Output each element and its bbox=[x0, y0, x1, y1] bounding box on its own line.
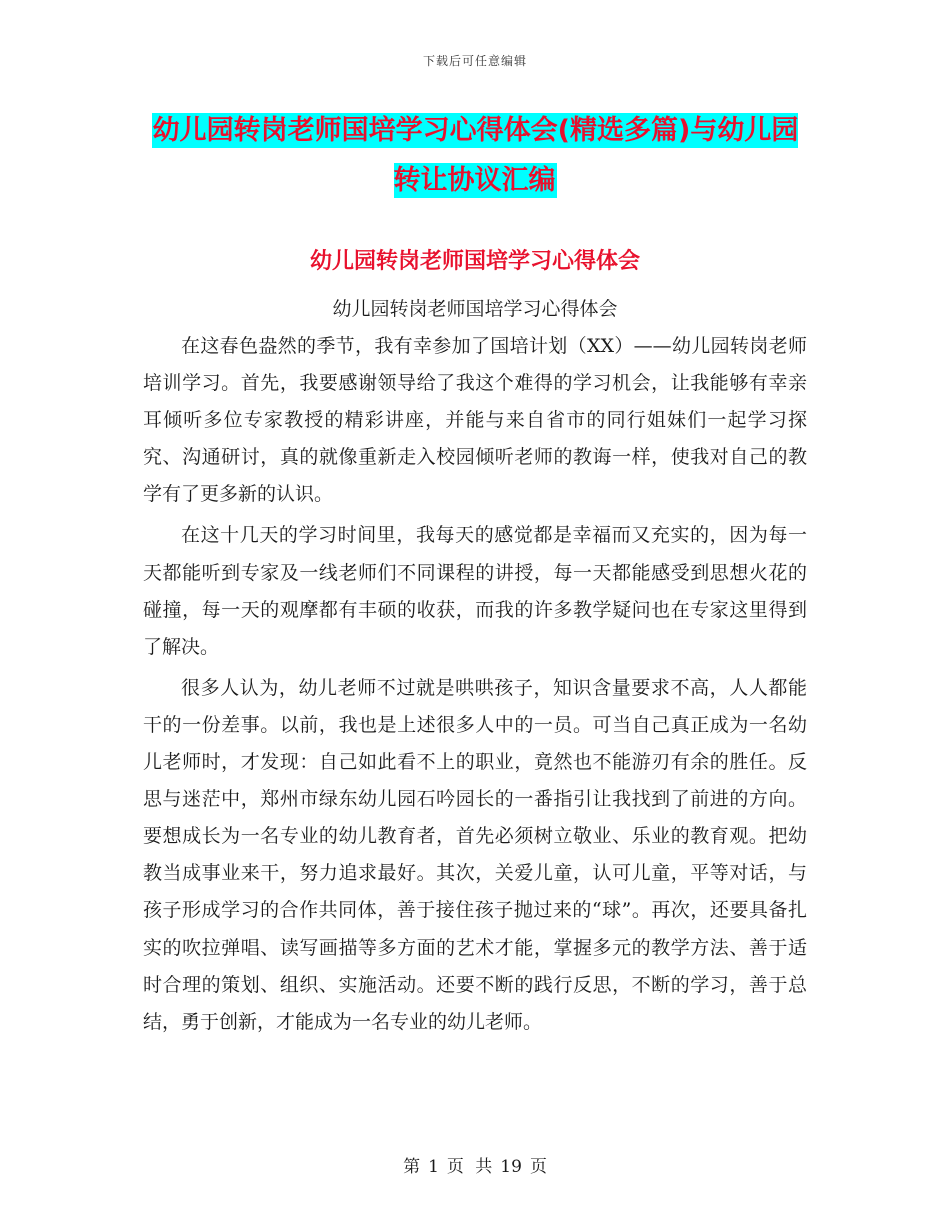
article-subtitle: 幼儿园转岗老师国培学习心得体会 bbox=[332, 298, 618, 320]
footer-page-number: 1 bbox=[428, 1157, 439, 1177]
paragraph: 在这十几天的学习时间里，我每天的感觉都是幸福而又充实的，因为每一天都能听到专家及一线老师们不同课程的讲授，每一天都能感受到思想火花的碰撞，每一天的观摩都有丰硕的收获，而我的许多教学疑问也在专家这里得到了解决。 bbox=[143, 524, 807, 658]
section-title: 幼儿园转岗老师国培学习心得体会 bbox=[309, 249, 640, 274]
footer-prefix: 第 bbox=[403, 1157, 421, 1177]
page-footer bbox=[0, 1152, 950, 1177]
footer-middle: 页 共 bbox=[446, 1157, 493, 1177]
paragraph: 很多人认为，幼儿老师不过就是哄哄孩子，知识含量要求不高，人人都能干的一份差事。以前，我也是上述很多人中的一员。可当自己真正成为一名幼儿老师时，才发现：自己如此看不上的职业，竟然也不能游刃有余的胜任。反思与迷茫中，郑州市绿东幼儿园石吟园长的一番指引让我找到了前进的方向。要想成长为一名专业的幼儿教育者，首先必须树立敬业、乐业的教育观。把幼教当成事业来干，努力追求最好。其次，关爱儿童，认可儿童，平等对话，与孩子形成学习的合作共同体，善于接住孩子抛过来的“球”。再次，还要具备扎实的吹拉弹唱、读写画描等多方面的艺术才能，掌握多元的教学方法、善于适时合理的策划、组织、实施活动。还要不断的践行反思，不断的学习，善于总结，勇于创新，才能成为一名专业的幼儿老师。 bbox=[143, 676, 807, 1033]
document-title bbox=[143, 106, 807, 206]
footer-total-pages: 19 bbox=[500, 1157, 522, 1177]
footer-suffix: 页 bbox=[529, 1157, 547, 1177]
document-title-text: 幼儿园转岗老师国培学习心得体会(精选多篇)与幼儿园转让协议汇编 bbox=[152, 115, 799, 196]
paragraph: 在这春色盎然的季节，我有幸参加了国培计划（XX）——幼儿园转岗老师培训学习。首先，我要感谢领导给了我这个难得的学习机会，让我能够有幸亲耳倾听多位专家教授的精彩讲座，并能与来自省市的同行姐妹们一起学习探究、沟通研讨，真的就像重新走入校园倾听老师的教诲一样，使我对自己的教学有了更多新的认识。 bbox=[143, 335, 807, 506]
page-header-note: 下载后可任意编辑 bbox=[422, 54, 527, 68]
article-body bbox=[143, 328, 807, 1045]
